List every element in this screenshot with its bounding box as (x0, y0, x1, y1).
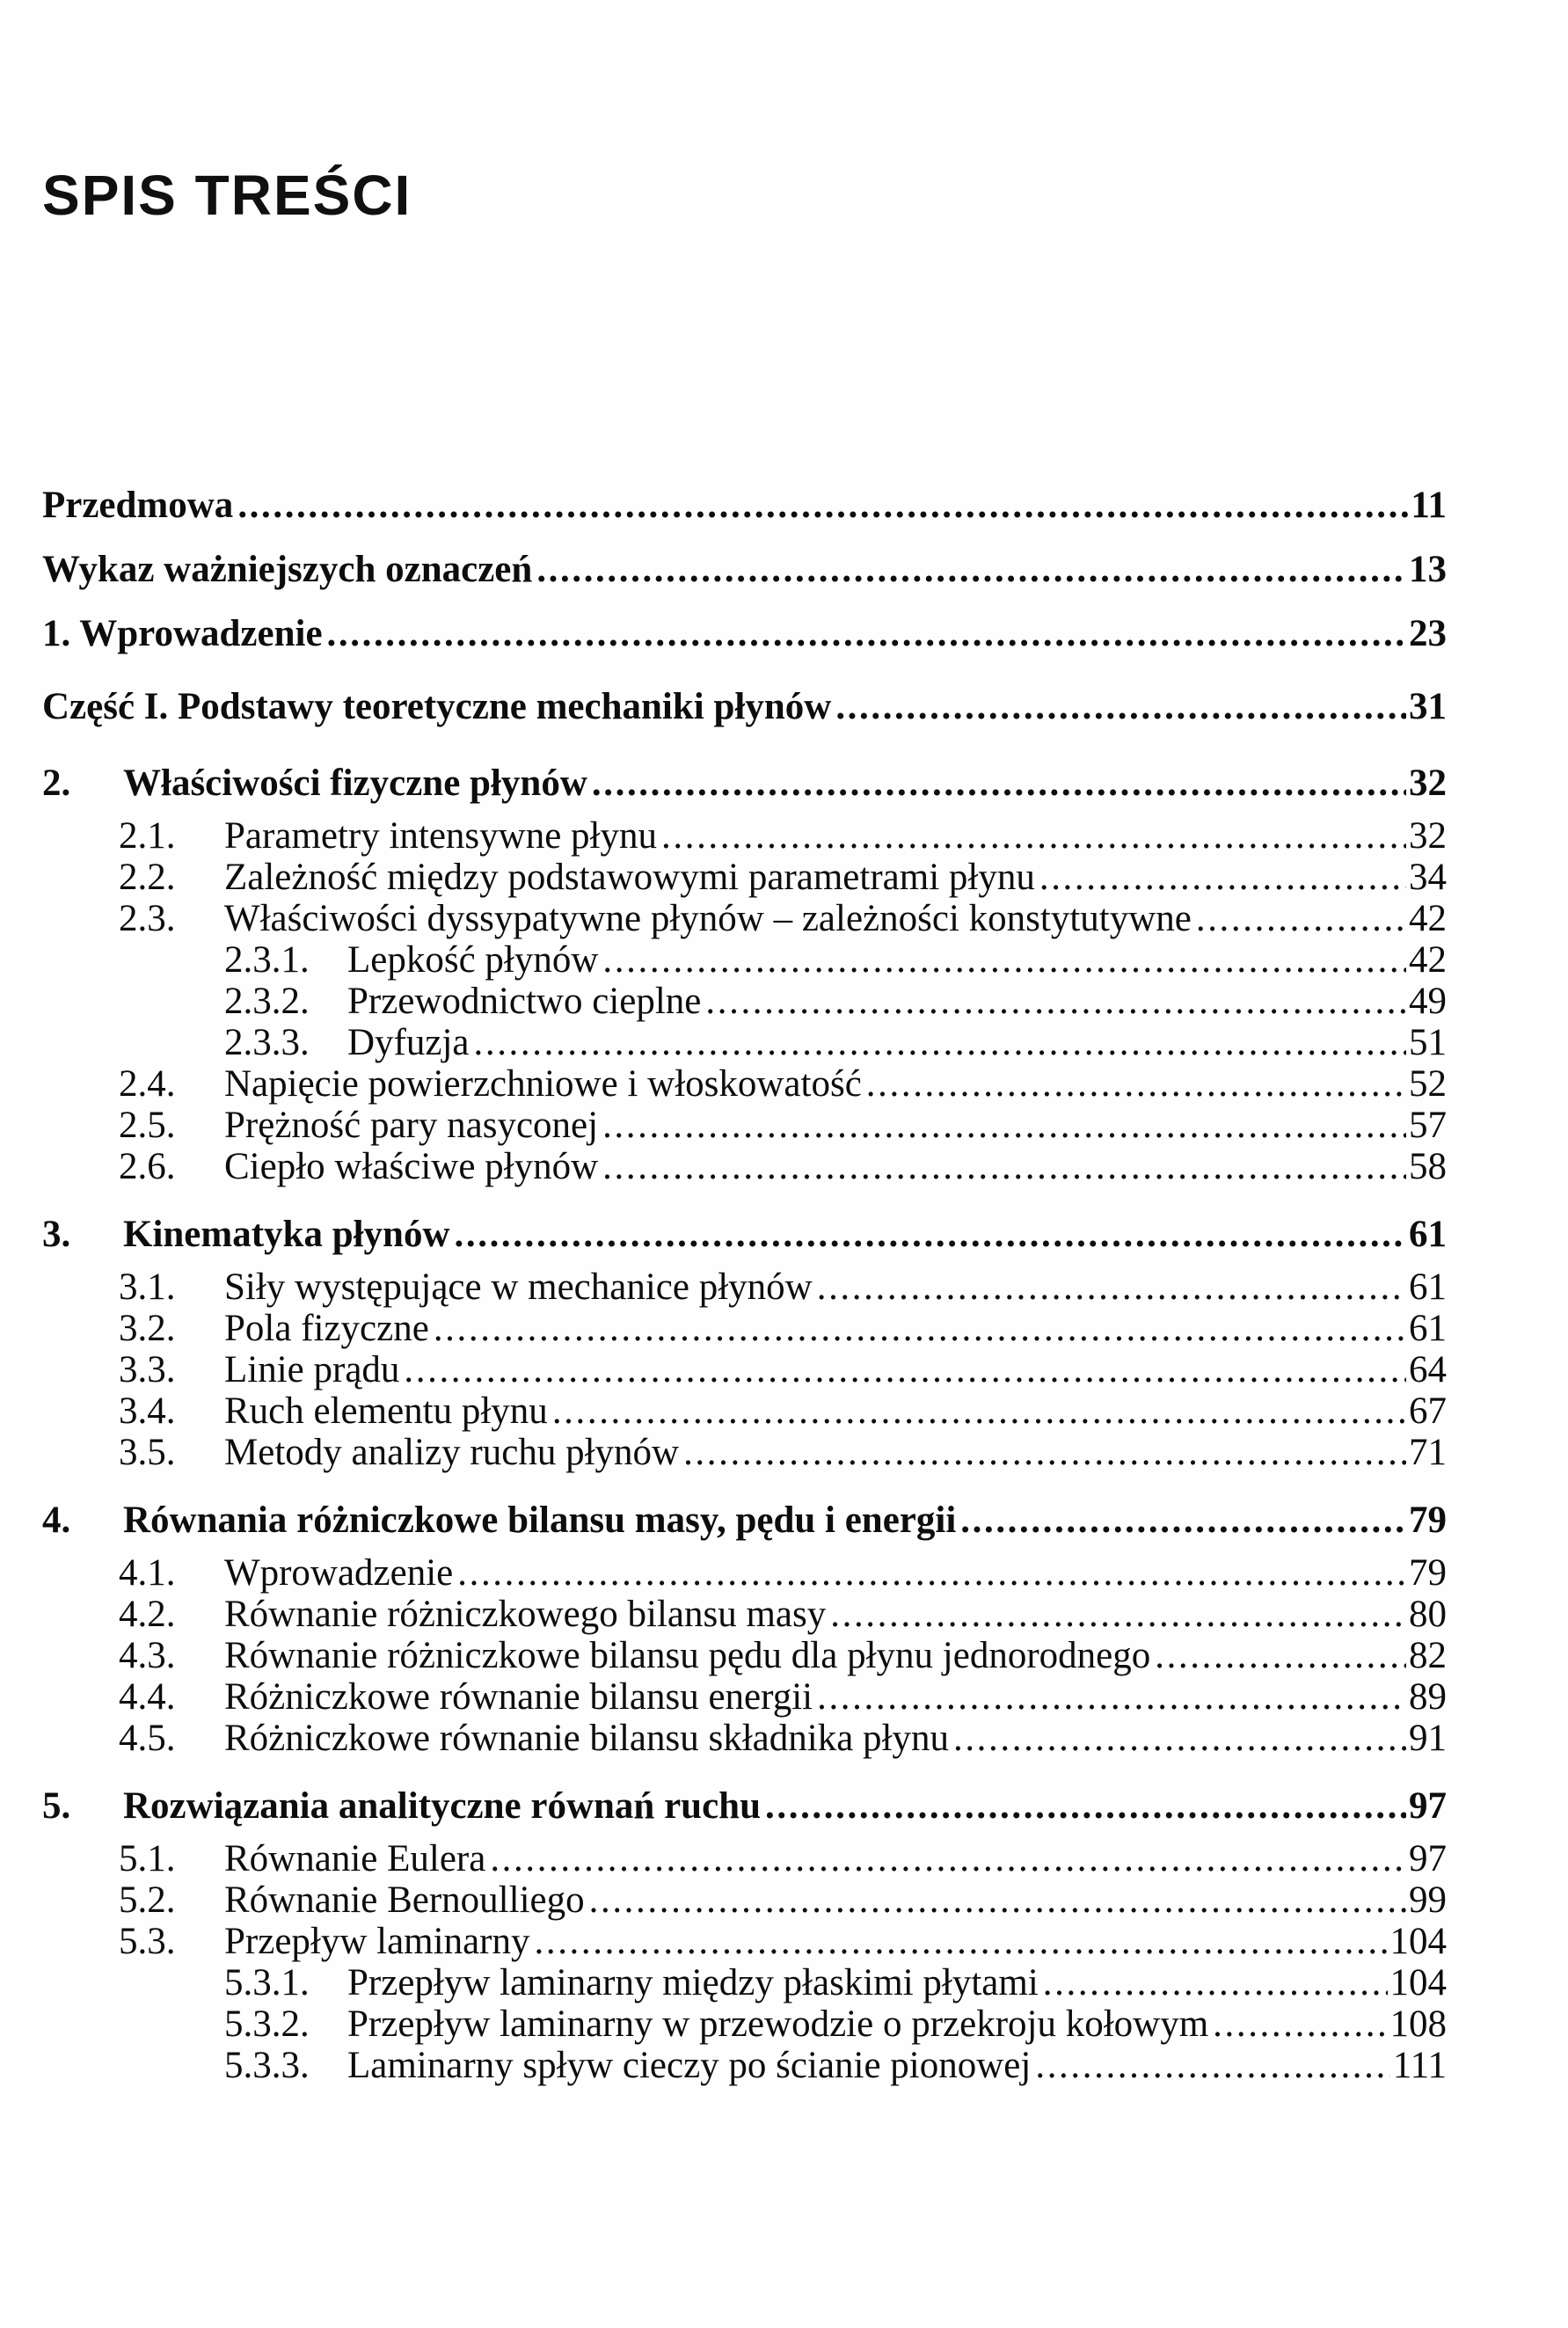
toc-entry (42, 1552, 1447, 1594)
toc-entry (42, 1718, 1447, 1759)
toc-entry (42, 549, 1447, 590)
toc-entry-number: 3.1. (119, 1266, 176, 1308)
toc-entry (42, 1432, 1447, 1473)
dot-leader (589, 1879, 1406, 1921)
toc-entry (42, 613, 1447, 654)
page-title: SPIS TREŚCI (42, 164, 412, 227)
dot-leader (457, 1552, 1406, 1594)
toc-entry (42, 2003, 1447, 2045)
toc-entry-number: 5.3. (119, 1921, 176, 1962)
toc-entry-page: 34 (1409, 857, 1447, 898)
dot-leader (404, 1349, 1406, 1390)
toc-entry (42, 1879, 1447, 1921)
toc-entry-number: 2.4. (119, 1063, 176, 1105)
toc-entry-page: 97 (1409, 1785, 1447, 1827)
toc-entry-number: 3.4. (119, 1390, 176, 1432)
dot-leader (1155, 1635, 1406, 1676)
toc-entry-number: 4. (42, 1500, 71, 1541)
toc-entry-title: Różniczkowe równanie bilansu energii (224, 1676, 813, 1718)
dot-leader (817, 1676, 1406, 1718)
toc-entry (42, 1390, 1447, 1432)
toc-entry-page: 61 (1409, 1214, 1447, 1255)
toc-entry-page: 52 (1409, 1063, 1447, 1105)
toc-entry-title: Metody analizy ruchu płynów (224, 1432, 680, 1473)
dot-leader (490, 1838, 1406, 1879)
toc-entry-title: Równanie Bernoulliego (224, 1879, 585, 1921)
toc-entry-title: Kinematyka płynów (123, 1214, 450, 1255)
toc-entry-number: 5.3.2. (224, 2003, 310, 2045)
toc-entry (42, 2045, 1447, 2086)
toc-entry-page: 67 (1409, 1390, 1447, 1432)
dot-leader (455, 1214, 1406, 1255)
toc-entry (42, 1105, 1447, 1146)
toc-entry-title: Zależność między podstawowymi parametrami płynu (224, 857, 1035, 898)
toc-entry (42, 1022, 1447, 1063)
toc-entry-page: 49 (1409, 981, 1447, 1022)
toc-entry-title: Właściwości fizyczne płynów (123, 763, 587, 804)
toc-entry-title: 1. Wprowadzenie (42, 613, 323, 654)
toc-entry-number: 2.1. (119, 815, 176, 857)
toc-entry-page: 99 (1409, 1879, 1447, 1921)
dot-leader (661, 815, 1406, 857)
toc-entry-page: 91 (1409, 1718, 1447, 1759)
toc-entry-title: Przepływ laminarny (224, 1921, 530, 1962)
toc-entry-number: 5. (42, 1785, 71, 1827)
toc-entry-page: 80 (1409, 1594, 1447, 1635)
dot-leader (434, 1308, 1406, 1349)
toc-entry-number: 4.5. (119, 1718, 176, 1759)
dot-leader (705, 981, 1406, 1022)
toc-entry-title: Ruch elementu płynu (224, 1390, 548, 1432)
toc-entry-title: Przepływ laminarny między płaskimi płytami (347, 1962, 1039, 2003)
toc-entry-number: 3.2. (119, 1308, 176, 1349)
dot-leader (602, 939, 1406, 981)
toc-entry-title: Napięcie powierzchniowe i włoskowatość (224, 1063, 862, 1105)
toc-entry-page: 111 (1392, 2045, 1447, 2086)
dot-leader (866, 1063, 1406, 1105)
dot-leader (765, 1785, 1406, 1827)
toc-entry-number: 5.3.3. (224, 2045, 310, 2086)
toc-entry (42, 1349, 1447, 1390)
dot-leader (1043, 1962, 1388, 2003)
toc-entry-page: 32 (1409, 763, 1447, 804)
toc-entry (42, 763, 1447, 804)
dot-leader (602, 1146, 1406, 1187)
toc-entry-title: Równanie różniczkowego bilansu masy (224, 1594, 827, 1635)
toc-entry-title: Różniczkowe równanie bilansu składnika płynu (224, 1718, 949, 1759)
dot-leader (592, 763, 1406, 804)
toc-entry-page: 79 (1409, 1500, 1447, 1541)
toc-entry (42, 1838, 1447, 1879)
toc-entry-title: Ciepło właściwe płynów (224, 1146, 599, 1187)
toc-entry (42, 1308, 1447, 1349)
toc-entry-page: 97 (1409, 1838, 1447, 1879)
toc-entry (42, 857, 1447, 898)
toc-entry-page: 104 (1389, 1962, 1447, 2003)
toc-entry (42, 939, 1447, 981)
toc-entry (42, 1266, 1447, 1308)
dot-leader (817, 1266, 1406, 1308)
toc-entry-title: Równanie Eulera (224, 1838, 486, 1879)
dot-leader (535, 1921, 1388, 1962)
toc-entry-title: Siły występujące w mechanice płynów (224, 1266, 813, 1308)
toc-entry-title: Prężność pary nasyconej (224, 1105, 599, 1146)
toc-entry-number: 4.1. (119, 1552, 176, 1594)
toc-entry-number: 4.2. (119, 1594, 176, 1635)
toc-entry-page: 11 (1411, 485, 1447, 526)
toc-entry-title: Dyfuzja (347, 1022, 470, 1063)
toc-entry-title: Lepkość płynów (347, 939, 599, 981)
toc-entry-number: 2.6. (119, 1146, 176, 1187)
dot-leader (237, 485, 1408, 526)
toc-entry-page: 13 (1409, 549, 1447, 590)
toc-entry-title: Równanie różniczkowe bilansu pędu dla płynu jednorodnego (224, 1635, 1151, 1676)
toc-entry-page: 64 (1409, 1349, 1447, 1390)
toc-entry-page: 51 (1409, 1022, 1447, 1063)
toc-entry-number: 5.1. (119, 1838, 176, 1879)
toc-entry-title: Parametry intensywne płynu (224, 815, 658, 857)
toc-entry (42, 1962, 1447, 2003)
dot-leader (552, 1390, 1406, 1432)
toc-entry-page: 31 (1409, 686, 1447, 727)
toc-entry-page: 71 (1409, 1432, 1447, 1473)
toc-entry (42, 815, 1447, 857)
toc-entry-number: 4.4. (119, 1676, 176, 1718)
toc-entry-number: 3.3. (119, 1349, 176, 1390)
toc-entry-title: Laminarny spływ cieczy po ścianie pionowej (347, 2045, 1032, 2086)
toc-entry-page: 58 (1409, 1146, 1447, 1187)
toc-entry-number: 5.2. (119, 1879, 176, 1921)
toc-entry (42, 1146, 1447, 1187)
dot-leader (835, 686, 1406, 727)
dot-leader (960, 1500, 1406, 1541)
toc-entry-title: Część I. Podstawy teoretyczne mechaniki płynów (42, 686, 832, 727)
toc-entry-page: 32 (1409, 815, 1447, 857)
dot-leader (536, 549, 1406, 590)
toc-entry-title: Właściwości dyssypatywne płynów – zależności konstytutywne (224, 898, 1192, 939)
toc-entry-title: Wprowadzenie (224, 1552, 454, 1594)
toc-entry-number: 4.3. (119, 1635, 176, 1676)
toc-entry-title: Linie prądu (224, 1349, 400, 1390)
toc-entry-title: Przewodnictwo cieplne (347, 981, 702, 1022)
toc-entry (42, 1214, 1447, 1255)
toc-entry-page: 57 (1409, 1105, 1447, 1146)
toc-entry-page: 61 (1409, 1308, 1447, 1349)
toc-entry-number: 2.5. (119, 1105, 176, 1146)
toc-entry (42, 1594, 1447, 1635)
toc-entry-page: 42 (1409, 898, 1447, 939)
toc-entry-number: 2. (42, 763, 71, 804)
toc-entry-page: 23 (1409, 613, 1447, 654)
toc-entry (42, 686, 1447, 727)
toc-entry-number: 2.3.1. (224, 939, 310, 981)
toc-entry-title: Przepływ laminarny w przewodzie o przekroju kołowym (347, 2003, 1209, 2045)
toc-entry-number: 2.3.2. (224, 981, 310, 1022)
dot-leader (1039, 857, 1406, 898)
toc-entry-page: 104 (1389, 1921, 1447, 1962)
toc-entry-title: Rozwiązania analityczne równań ruchu (123, 1785, 762, 1827)
toc-entry-page: 61 (1409, 1266, 1447, 1308)
toc-entry (42, 1921, 1447, 1962)
toc-entry (42, 1063, 1447, 1105)
dot-leader (602, 1105, 1406, 1146)
toc-entry-page: 82 (1409, 1635, 1447, 1676)
toc-entry-title: Pola fizyczne (224, 1308, 429, 1349)
toc-entry-title: Równania różniczkowe bilansu masy, pędu i energii (123, 1500, 957, 1541)
toc-entry-page: 89 (1409, 1676, 1447, 1718)
dot-leader (683, 1432, 1406, 1473)
toc-entry (42, 1635, 1447, 1676)
toc-entry-number: 3.5. (119, 1432, 176, 1473)
dot-leader (1213, 2003, 1387, 2045)
toc-entry-number: 2.3.3. (224, 1022, 310, 1063)
toc-entry-title: Przedmowa (42, 485, 234, 526)
dot-leader (327, 613, 1406, 654)
toc-entry (42, 1785, 1447, 1827)
toc-entry-page: 108 (1389, 2003, 1447, 2045)
toc-entry-title: Wykaz ważniejszych oznaczeń (42, 549, 533, 590)
toc-entry-number: 2.3. (119, 898, 176, 939)
dot-leader (830, 1594, 1406, 1635)
dot-leader (953, 1718, 1406, 1759)
toc (42, 485, 1447, 2086)
toc-entry (42, 981, 1447, 1022)
dot-leader (1035, 2045, 1389, 2086)
dot-leader (474, 1022, 1407, 1063)
toc-entry-number: 5.3.1. (224, 1962, 310, 2003)
toc-entry-page: 79 (1409, 1552, 1447, 1594)
toc-entry-number: 3. (42, 1214, 71, 1255)
toc-entry (42, 898, 1447, 939)
toc-entry (42, 1676, 1447, 1718)
toc-entry-page: 42 (1409, 939, 1447, 981)
toc-entry (42, 485, 1447, 526)
dot-leader (1196, 898, 1406, 939)
toc-entry-number: 2.2. (119, 857, 176, 898)
toc-entry (42, 1500, 1447, 1541)
